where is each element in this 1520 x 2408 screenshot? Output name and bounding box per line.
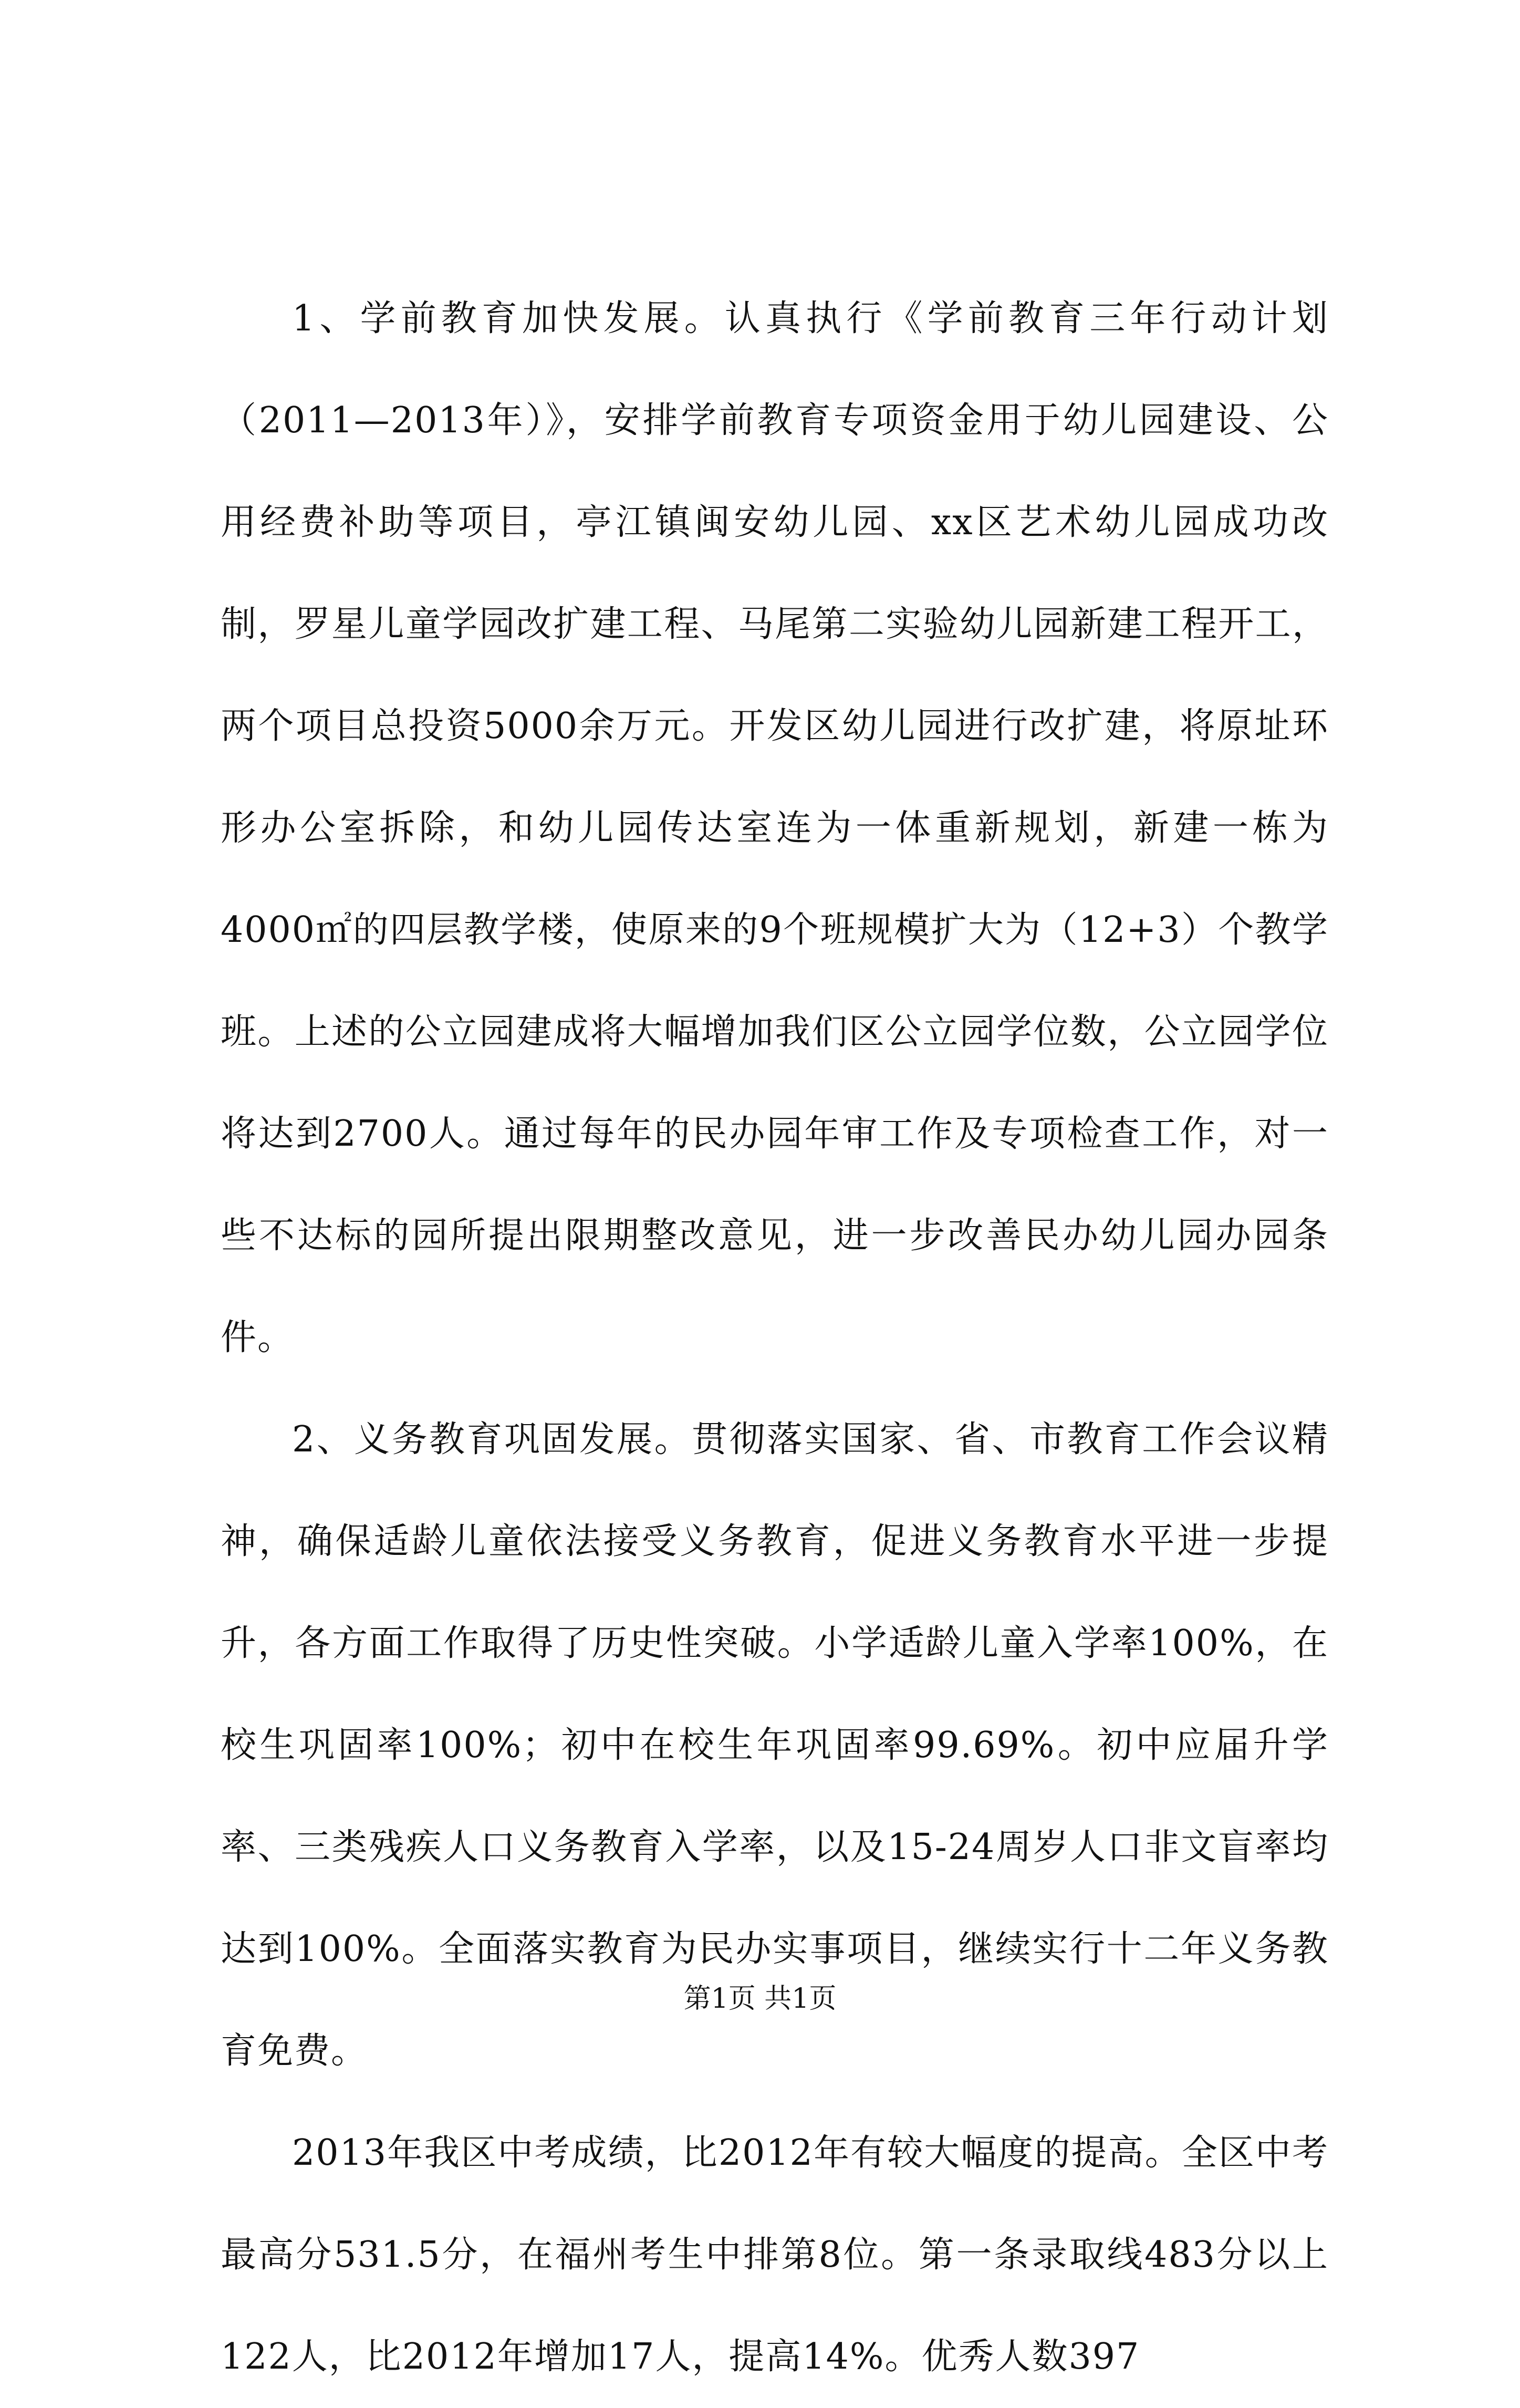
document-body (221, 268, 1329, 2408)
paragraph-compulsory-education: 2、义务教育巩固发展。贯彻落实国家、省、市教育工作会议精神，确保适龄儿童依法接受义务教育，促进义务教育水平进一步提升，各方面工作取得了历史性突破。小学适龄儿童入学率100%，在校生巩固率100%；初中在校生年巩固率99.69%。初中应届升学率、三类残疾人口义务教育入学率，以及15-24周岁人口非文盲率均达到100%。全面落实教育为民办实事项目，继续实行十二年义务教育免费。 (221, 1419, 1329, 2072)
page-number-footer: 第1页 共1页 (683, 1983, 837, 2015)
paragraph-exam-results: 2013年我区中考成绩，比2012年有较大幅度的提高。全区中考最高分531.5分，在福州考生中排第8位。第一条录取线483分以上122人，比2012年增加17人，提高14%。优秀人数397 (221, 2132, 1329, 2378)
paragraph-preschool-education: 1、学前教育加快发展。认真执行《学前教育三年行动计划（2011—2013年）》，安排学前教育专项资金用于幼儿园建设、公用经费补助等项目，亭江镇闽安幼儿园、xx区艺术幼儿园成功改制，罗星儿童学园改扩建工程、马尾第二实验幼儿园新建工程开工，两个项目总投资5000余万元。开发区幼儿园进行改扩建，将原址环形办公室拆除，和幼儿园传达室连为一体重新规划，新建一栋为4000㎡的四层教学楼，使原来的9个班规模扩大为（12+3）个教学班。上述的公立园建成将大幅增加我们区公立园学位数，公立园学位将达到2700人。通过每年的民办园年审工作及专项检查工作，对一些不达标的园所提出限期整改意见，进一步改善民办幼儿园办园条件。 (221, 298, 1329, 1358)
